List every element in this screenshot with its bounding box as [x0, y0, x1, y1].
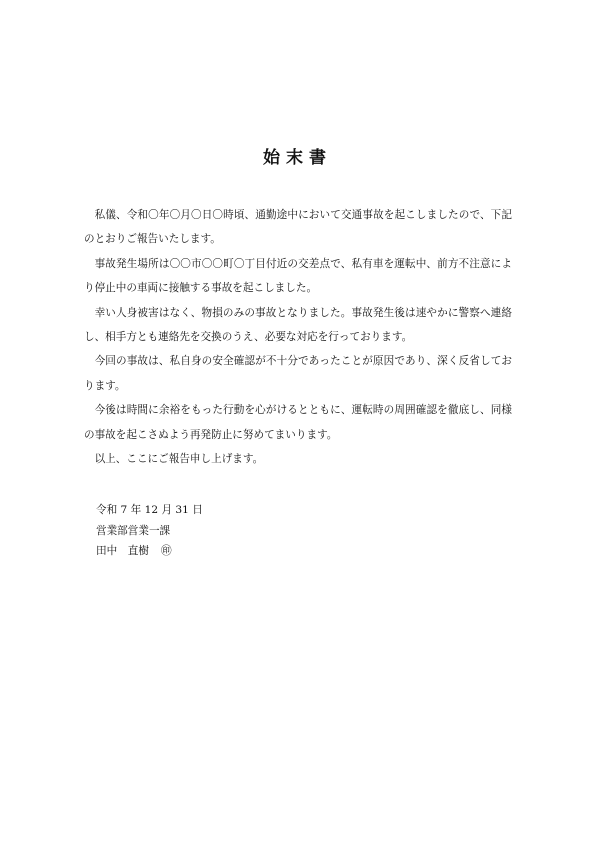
document-body — [84, 203, 512, 471]
paragraph-6: 以上、ここにご報告申し上げます。 — [94, 453, 264, 466]
paragraph-5: 今後は時間に余裕をもった行動を心がけるとともに、運転時の周囲確認を徹底し、同様の事故を起こさぬよう再発防止に努めてまいります。 — [84, 404, 512, 441]
paragraph-2: 事故発生場所は〇〇市〇〇町〇丁目付近の交差点で、私有車を運転中、前方不注意により停止中の車両に接触する事故を起こしました。 — [84, 257, 512, 295]
seal-mark: ㊞ — [160, 545, 172, 557]
signature-block — [96, 500, 203, 562]
signer-line — [96, 541, 203, 562]
department-name: 営業部営業一課 — [96, 524, 171, 537]
signer-name: 田中 直樹 — [96, 545, 149, 557]
paragraph-3: 幸い人身被害はなく、物損のみの事故となりました。事故発生後は速やかに警察へ連絡し、相手方とも連絡先を交換のうえ、必要な対応を行っております。 — [84, 306, 512, 344]
paragraph-4: 今回の事故は、私自身の安全確認が不十分であったことが原因であり、深く反省しております。 — [84, 355, 512, 392]
document-date: 令和 7 年 12 月 31 日 — [96, 504, 203, 516]
paragraph-1: 私儀、令和〇年〇月〇日〇時頃、通勤途中において交通事故を起こしましたので、下記のとおりご報告いたします。 — [84, 209, 512, 246]
document-title: 始末書 — [263, 148, 332, 168]
